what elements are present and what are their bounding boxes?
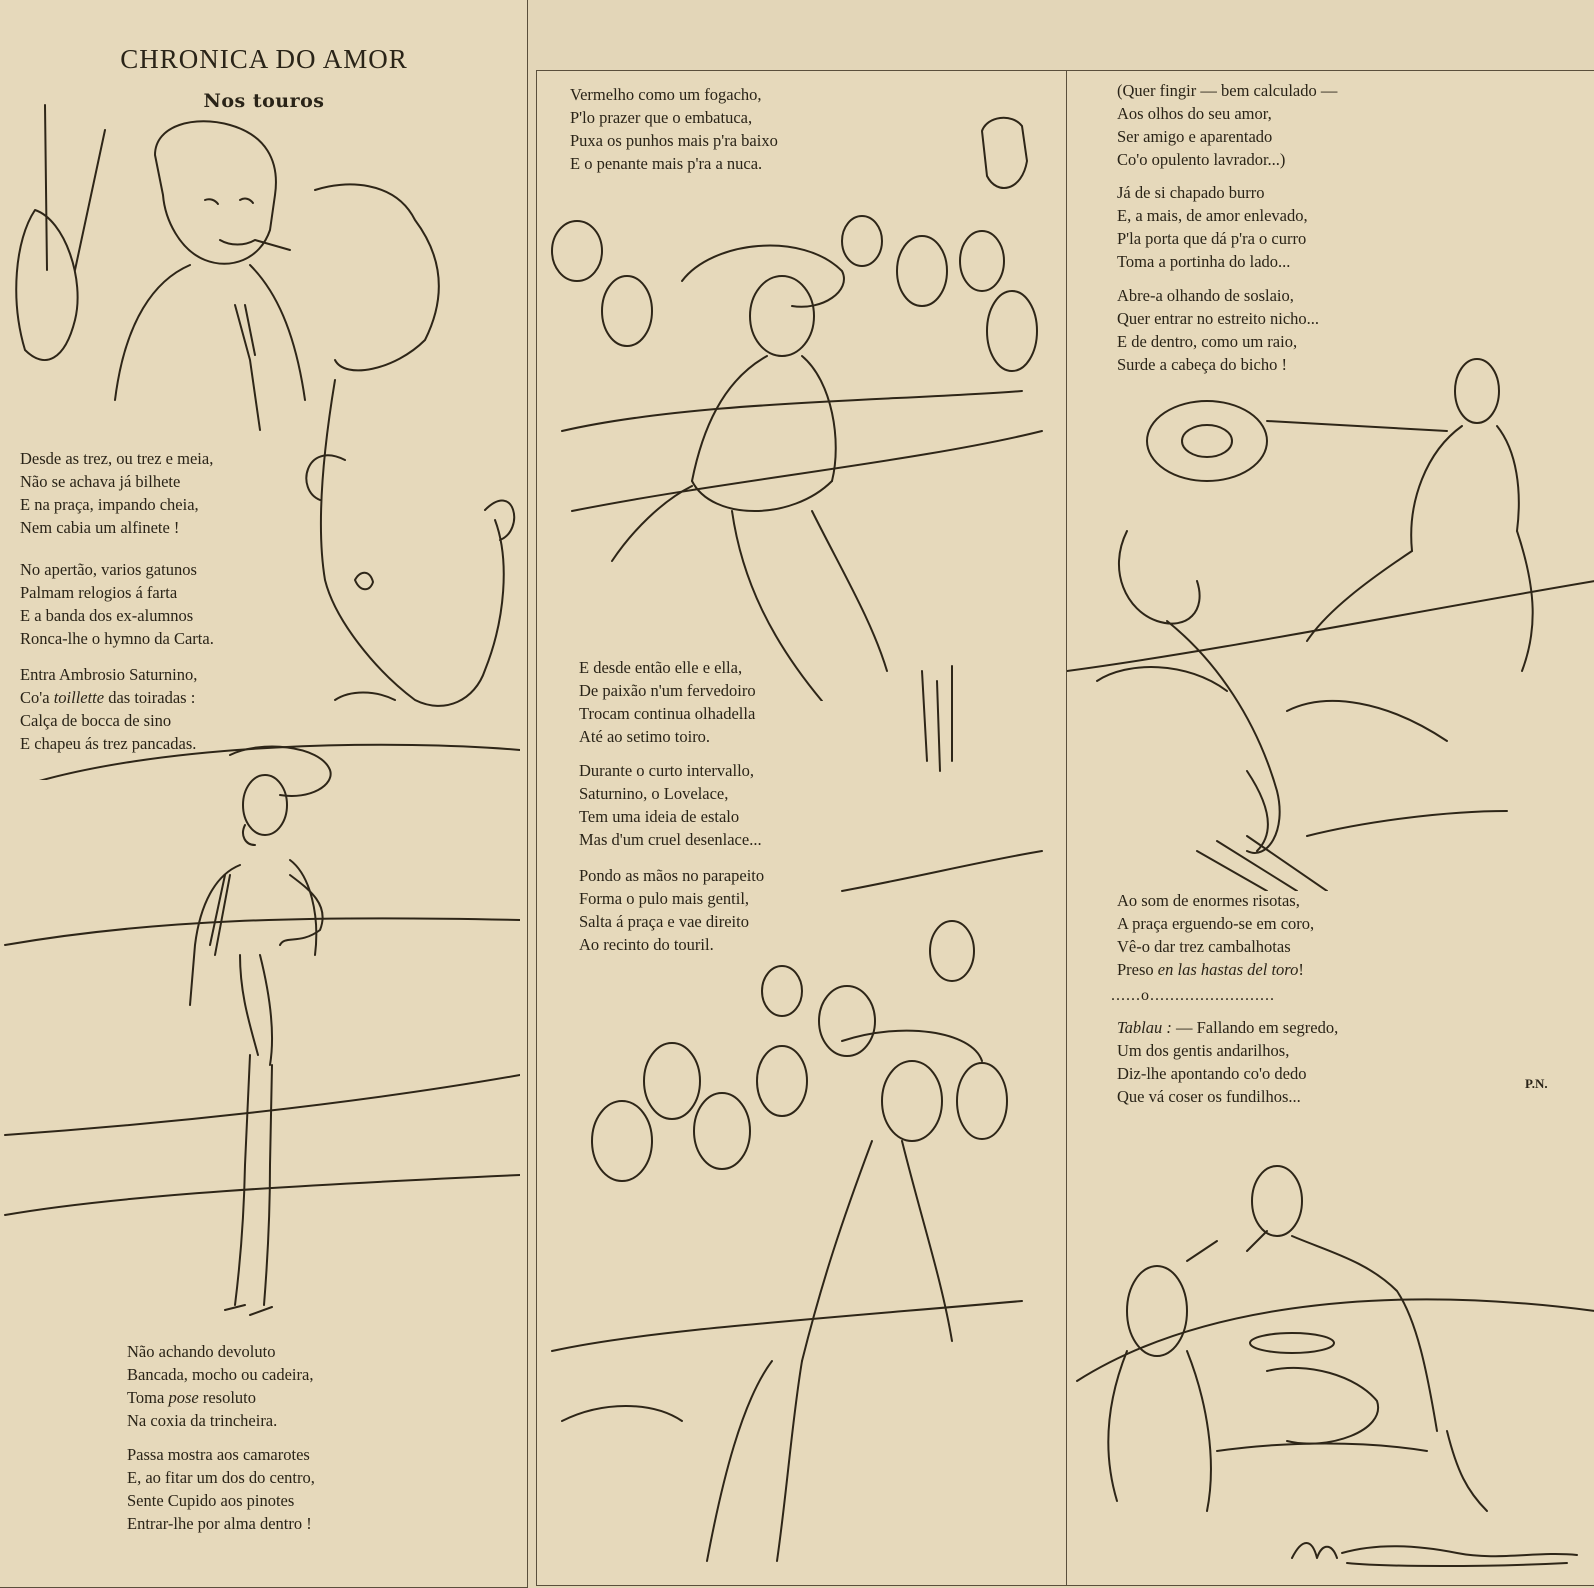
verse-text: — Fallando em segredo, [1171,1018,1339,1037]
verse-line: P'la porta que dá p'ra o curro [1117,229,1307,248]
stanza-10 [1117,79,1337,171]
verse-line: No apertão, varios gatunos [20,560,197,579]
stanza-4 [127,1340,313,1432]
verse-line: Na coxia da trincheira. [127,1411,278,1430]
stanza-5 [127,1443,315,1535]
verse-line: A praça erguendo-se em coro, [1117,914,1315,933]
verse-line: Que vá coser os fundilhos... [1117,1087,1301,1106]
verse-line: E chapeu ás trez pancadas. [20,734,197,753]
verse-line: Toma a portinha do lado... [1117,252,1291,271]
verse-line: E desde então elle e ella, [579,658,743,677]
verse-line: Aos olhos do seu amor, [1117,104,1272,123]
verse-line: Saturnino, o Lovelace, [579,784,729,803]
verse-line [127,1386,313,1409]
verse-line: Quer entrar no estreito nicho... [1117,309,1320,328]
verse-line: Desde as trez, ou trez e meia, [20,449,214,468]
verse-text: ! [1298,960,1304,979]
stanza-14 [1117,1016,1338,1108]
stanza-1 [20,447,213,539]
verse-line: Durante o curto intervallo, [579,761,755,780]
verse-line: Pondo as mãos no parapeito [579,866,765,885]
verse-line: (Quer fingir — bem calculado — [1117,81,1338,100]
right-column [1066,70,1594,1586]
illustration-crowd-jumping [542,661,1062,1581]
verse-line: E, a mais, de amor enlevado, [1117,206,1308,225]
verse-line: Palmam relogios á farta [20,583,178,602]
initials-signature: P.N. [1525,1076,1548,1091]
verse-text: Co'a [20,688,54,707]
verse-line: Passa mostra aos camarotes [127,1445,310,1464]
verse-line: Diz-lhe apontando co'o dedo [1117,1064,1307,1083]
verse-line: Ao recinto do touril. [579,935,714,954]
verse-line: Entrar-lhe por alma dentro ! [127,1514,312,1533]
verse-line: Abre-a olhando de soslaio, [1117,286,1294,305]
verse-line: Salta á praça e vae direito [579,912,749,931]
page-title: CHRONICA DO AMOR [120,44,408,74]
verse-line: Não achando devoluto [127,1342,276,1361]
verse-line: Trocam continua olhadella [579,704,756,723]
verse-line [1117,1016,1338,1039]
verse-line: E o penante mais p'ra a nuca. [570,154,763,173]
verse-text: das toiradas : [104,688,196,707]
illustration-bull-tossing [1067,331,1594,891]
verse-line: Um dos gentis andarilhos, [1117,1041,1290,1060]
left-column [0,0,528,1588]
verse-text: Preso [1117,960,1158,979]
verse-italic: en las hastas del toro [1157,960,1299,979]
verse-line: Não se achava já bilhete [20,472,181,491]
verse-line: Bancada, mocho ou cadeira, [127,1365,314,1384]
page-subtitle: Nos touros [203,90,325,112]
verse-line: De paixão n'um fervedoiro [579,681,756,700]
stanza-13 [1117,889,1314,981]
stanza-3 [20,663,197,755]
stanza-11 [1117,181,1308,273]
verse-line: Entra Ambrosio Saturnino, [20,665,198,684]
verse-line: P'lo prazer que o embatuca, [570,108,753,127]
verse-line: E, ao fitar um dos do centro, [127,1468,315,1487]
verse-line: E de dentro, como um raio, [1117,332,1298,351]
verse-line: Já de si chapado burro [1117,183,1265,202]
verse-italic: toillette [53,688,105,707]
verse-line: Vermelho como um fogacho, [570,85,762,104]
verse-line: Tem uma ideia de estalo [579,807,740,826]
illustration-crowd-seated [542,101,1062,701]
verse-line [1117,958,1314,981]
verse-italic: pose [168,1388,199,1407]
verse-line: Nem cabia um alfinete ! [20,518,180,537]
verse-line: Sente Cupido aos pinotes [127,1491,295,1510]
verse-line: E a banda dos ex-alumnos [20,606,194,625]
separator: ......o......................... [1111,987,1275,1004]
verse-line: Ronca-lhe o hymno da Carta. [20,629,214,648]
illustration-man-fallen [1067,1111,1594,1581]
verse-line: Calça de bocca de sino [20,711,172,730]
verse-line [20,686,197,709]
verse-text: resoluto [198,1388,257,1407]
verse-line: Ser amigo e aparentado [1117,127,1273,146]
verse-line: E na praça, impando cheia, [20,495,199,514]
verse-line: Vê-o dar trez cambalhotas [1117,937,1291,956]
verse-text: Toma [127,1388,169,1407]
verse-line: Forma o pulo mais gentil, [579,889,750,908]
verse-line: Ao som de enormes risotas, [1117,891,1300,910]
verse-line: Co'o opulento lavrador...) [1117,150,1286,169]
middle-column [536,70,1066,1586]
verse-line: Até ao setimo toiro. [579,727,711,746]
verse-line: Puxa os punhos mais p'ra baixo [570,131,778,150]
stanza-2 [20,558,214,650]
verse-line: Mas d'um cruel desenlace... [579,830,762,849]
verse-line: Surde a cabeça do bicho ! [1117,355,1287,374]
verse-italic: Tablau : [1117,1018,1172,1037]
illustration-standing-dandy [0,745,520,1325]
